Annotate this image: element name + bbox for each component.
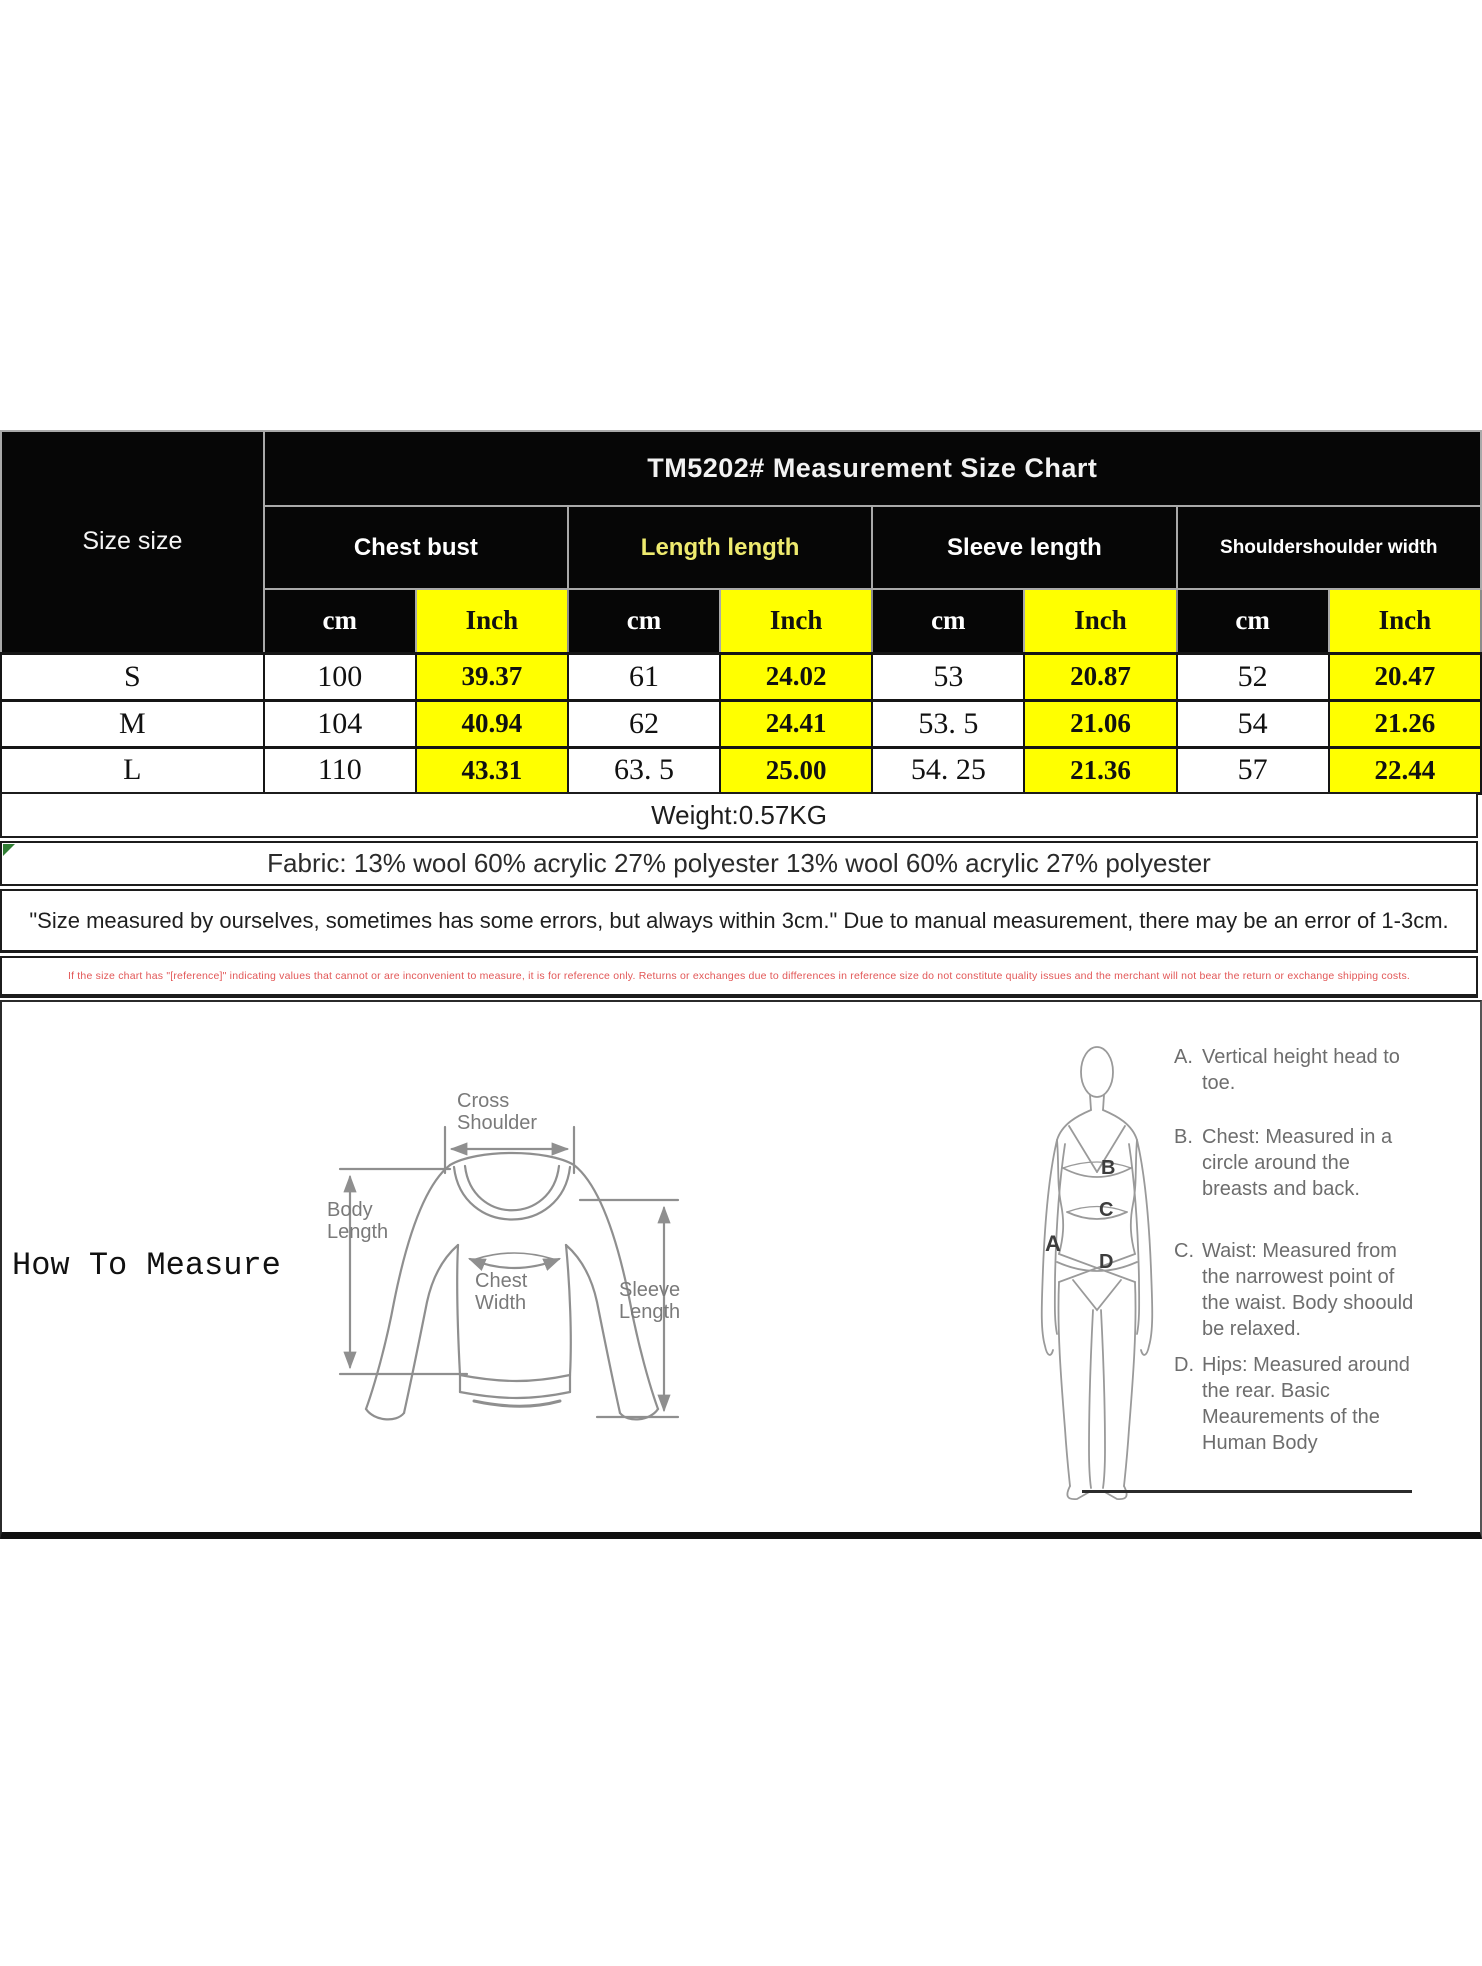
body-figure-diagram xyxy=(1007,1044,1172,1504)
measure-instructions xyxy=(1174,1044,1419,1456)
value-cell: 24.02 xyxy=(720,653,872,700)
fabric-row xyxy=(0,841,1478,886)
figure-label-a: A xyxy=(1045,1231,1061,1256)
value-cell: 21.06 xyxy=(1024,700,1176,747)
unit-header-inch: Inch xyxy=(1329,589,1481,653)
chest-width-label: Chest Width xyxy=(475,1270,528,1314)
disclaimer-text: If the size chart has "[reference]" indicating values that cannot or are inconvenient to measure, it is for reference only. Returns or exchanges due to differences in reference size do not constitute quality issues and the merchant will not bear the return or exchange shipping costs. xyxy=(67,970,1411,982)
unit-header-inch: Inch xyxy=(416,589,568,653)
value-cell: 43.31 xyxy=(416,747,568,793)
how-to-measure-section xyxy=(0,1000,1482,1539)
value-cell: 39.37 xyxy=(416,653,568,700)
instruction-d: D. Hips: Measured around the rear. Basic Meaurements of the Human Body xyxy=(1174,1354,1410,1454)
weight-text: Weight:0.57KG xyxy=(651,799,827,830)
measurement-table-wrap xyxy=(0,430,1482,792)
unit-header-cm: cm xyxy=(568,589,720,653)
table-row-l xyxy=(1,747,1481,793)
table-title: TM5202# Measurement Size Chart xyxy=(647,453,1098,483)
value-cell: 57 xyxy=(1177,747,1329,793)
green-corner-marker-icon xyxy=(3,844,15,856)
size-column-header xyxy=(1,431,264,653)
instruction-b: B. Chest: Measured in a circle around the breasts and back. xyxy=(1174,1126,1393,1200)
value-cell: 110 xyxy=(264,747,416,793)
value-cell: 21.26 xyxy=(1329,700,1481,747)
value-cell: 104 xyxy=(264,700,416,747)
value-cell: 24.41 xyxy=(720,700,872,747)
unit-header-cm: cm xyxy=(264,589,416,653)
value-cell: 20.87 xyxy=(1024,653,1176,700)
value-cell: 54. 25 xyxy=(872,747,1024,793)
measurement-table xyxy=(0,430,1482,795)
unit-header-cm: cm xyxy=(872,589,1024,653)
unit-header-inch: Inch xyxy=(1024,589,1176,653)
fabric-text: Fabric: 13% wool 60% acrylic 27% polyester 13% wool 60% acrylic 27% polyester xyxy=(267,848,1211,878)
weight-row xyxy=(0,792,1478,838)
figure-label-b: B xyxy=(1101,1157,1116,1179)
unit-header-cm: cm xyxy=(1177,589,1329,653)
note-text: "Size measured by ourselves, sometimes has some errors, but always within 3cm." Due to manual measurement, there may be an error of 1-3cm. xyxy=(29,907,1449,933)
body-length-label: Body Length xyxy=(327,1199,389,1243)
how-to-measure-heading: How To Measure xyxy=(12,1247,281,1284)
instruction-c: C. Waist: Measured from the narrowest point of the waist. Body shoould be relaxed. xyxy=(1174,1240,1414,1340)
table-row-m xyxy=(1,700,1481,747)
value-cell: 61 xyxy=(568,653,720,700)
value-cell: 25.00 xyxy=(720,747,872,793)
group-header-shoulder: Shouldershoulder width xyxy=(1177,506,1481,589)
value-cell: 40.94 xyxy=(416,700,568,747)
group-header-length: Length length xyxy=(568,506,872,589)
group-header-chest: Chest bust xyxy=(264,506,568,589)
size-cell: M xyxy=(1,700,264,747)
cross-shoulder-label: Cross Shoulder xyxy=(457,1090,538,1134)
group-header-sleeve: Sleeve length xyxy=(872,506,1176,589)
size-header-label: Size size xyxy=(82,527,183,556)
bottom-underline xyxy=(1082,1490,1412,1493)
value-cell: 21.36 xyxy=(1024,747,1176,793)
value-cell: 53 xyxy=(872,653,1024,700)
measurement-note-row xyxy=(0,889,1478,953)
value-cell: 54 xyxy=(1177,700,1329,747)
instruction-a: A. Vertical height head to toe. xyxy=(1174,1046,1400,1094)
value-cell: 52 xyxy=(1177,653,1329,700)
size-cell: L xyxy=(1,747,264,793)
figure-label-c: C xyxy=(1099,1199,1114,1221)
value-cell: 63. 5 xyxy=(568,747,720,793)
sleeve-length-label: Sleeve Length xyxy=(619,1279,681,1323)
value-cell: 62 xyxy=(568,700,720,747)
unit-header-inch: Inch xyxy=(720,589,872,653)
table-title-cell xyxy=(264,431,1481,506)
size-cell: S xyxy=(1,653,264,700)
disclaimer-row xyxy=(0,956,1478,998)
garment-diagram xyxy=(262,1087,682,1437)
value-cell: 22.44 xyxy=(1329,747,1481,793)
value-cell: 100 xyxy=(264,653,416,700)
figure-label-d: D xyxy=(1099,1251,1114,1273)
table-row-s xyxy=(1,653,1481,700)
value-cell: 20.47 xyxy=(1329,653,1481,700)
value-cell: 53. 5 xyxy=(872,700,1024,747)
